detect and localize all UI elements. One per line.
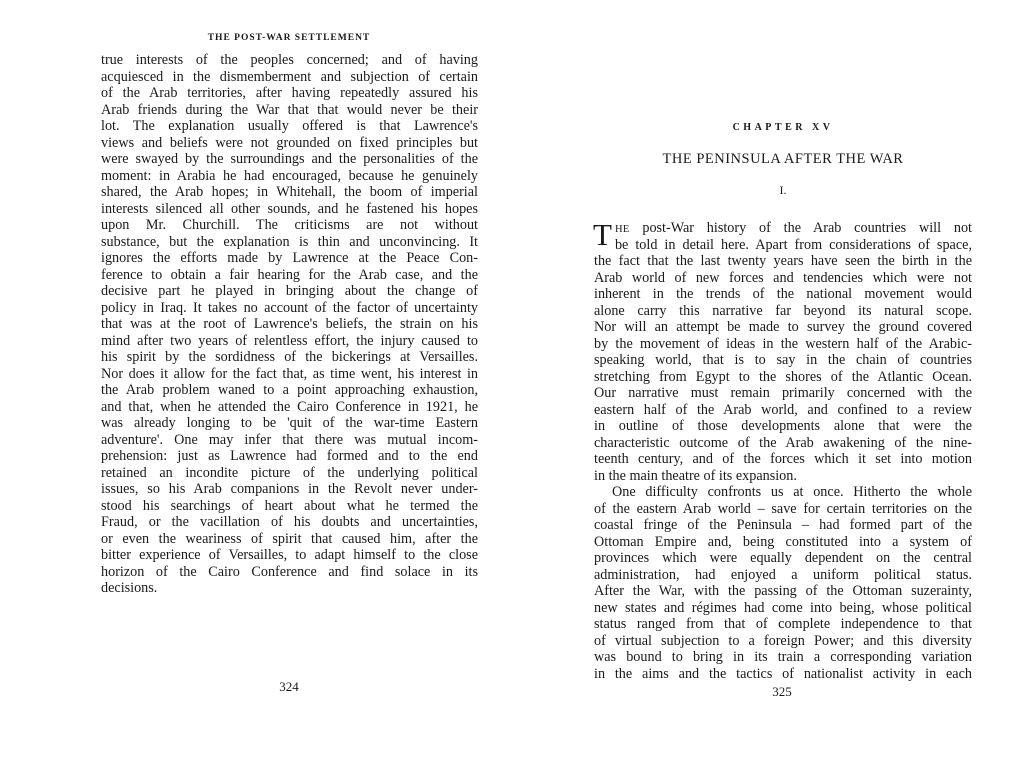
text-line: the fact that the last twenty years have seen the birth in the [594,253,972,269]
text-line: horizon of the Cairo Conference and find solace in its [101,563,478,580]
text-line: that was at the root of Lawrence's beliefs, the strain on his [101,316,478,332]
text-line: the Arab problem waned to a point approaching exhaustion, [101,382,478,398]
text-line: substance, but the explanation is thin and unconvincing. It [101,233,478,250]
text-line: of the Arab territories, after having repeatedly assured his [101,85,478,101]
paragraph-continuation [594,253,972,484]
text-line: Arab world of new forces and tendencies which were not [594,269,972,286]
text-line: issues, so his Arab companions in the Revolt never under- [101,481,478,497]
text-line: be told in detail here. Apart from considerations of space, [614,236,972,253]
text-line: Ottoman Empire and, being constituted into a system of [594,533,972,550]
text-line [594,220,972,237]
text-line: stood his searchings of heart about what he termed the [101,497,478,514]
text-line: interests silenced all other sounds, and he fastened his hopes [101,200,478,217]
running-head: THE POST-WAR SETTLEMENT [207,33,371,43]
text-line: lot. The explanation usually offered is that Lawrence's [101,118,478,134]
right-page-body [593,217,972,682]
text-line: true interests of the peoples concerned; and of having [101,52,478,68]
text-line: characteristic outcome of the Arab awakening of the nine- [594,434,972,451]
text-line: Our narrative must remain primarily concerned with the [594,385,972,401]
text-line: acquiesced in the dismemberment and subjection of certain [101,68,478,85]
text-line: in the main theatre of its expansion. [594,467,797,484]
text-line: were swayed by the surroundings and the personalities of the [101,151,478,167]
text-line: administration, had enjoyed a uniform political status. [594,566,972,583]
text-line: ference to obtain a fair hearing for the Arab case, and the [101,266,478,283]
text-line: and that, when he attended the Cairo Conference in 1921, he [101,398,478,415]
page-number-left: 324 [279,679,299,694]
second-paragraph [594,484,972,682]
text-line: in outline of those developments alone that were the [594,418,972,434]
text-line: Fraud, or the vacillation of his doubts and uncertainties, [101,514,478,530]
right-page [515,0,1030,766]
text-line: of virtual subjection to a foreign Power; and this diversity [594,632,972,649]
text-line: ignores the efforts made by Lawrence at the Peace Con- [101,250,478,266]
section-number: I. [779,183,787,197]
text-line: bitter experience of Versailles, to adapt himself to the close [101,547,478,563]
text-line: shared, the Arab hopes; in Whitehall, the boom of imperial [101,184,478,200]
text-line: prehension: just as Lawrence had formed and to the end [101,448,478,464]
text-line: provinces which were equally dependent on the central [594,550,972,566]
text-line: by the movement of ideas in the western half of the Arabic- [594,335,972,352]
page-number-right: 325 [772,684,792,699]
text-line: moment: in Arabia he had encouraged, because he genuinely [101,167,478,184]
chapter-label: CHAPTER XV [732,122,834,133]
text-line: eastern half of the Arab world, and confined to a review [594,401,972,418]
drop-cap: T [593,217,612,252]
text-line: adventure'. One may infer that there was mutual incom- [101,431,478,448]
text-line: in the aims and the tactics of nationalist activity in each [594,665,972,682]
opening-paragraph [593,217,972,484]
text-line: Nor will an attempt be made to survey the ground covered [594,319,972,335]
text-line: speaking world, that is to say in the chain of countries [594,352,972,368]
text-line: policy in Iraq. It takes no account of the factor of uncertainty [101,299,478,316]
chapter-title: THE PENINSULA AFTER THE WAR [662,151,904,167]
text-line: retained an incondite picture of the underlying political [101,464,478,481]
text-line: new states and régimes had come into being, whose political [594,599,972,616]
text-line: inherent in the trends of the national movement would [594,286,972,302]
text-line: was bound to bring in its train a corresponding variation [594,649,972,665]
text-line: Nor does it allow for the fact that, as time went, his interest in [101,365,478,382]
text-line: views and beliefs were not grounded on fixed principles but [101,134,478,151]
smallcaps-word: HE [614,224,630,235]
text-line: status ranged from that of complete independence to that [594,616,972,632]
text-line: of the eastern Arab world – save for certain territories on the [594,500,972,517]
text-line: upon Mr. Churchill. The criticisms are not without [101,217,478,233]
text-line: mind after two years of relentless effort, the injury caused to [101,332,478,349]
text-line: After the War, with the passing of the Ottoman suzerainty, [594,583,972,599]
text-line: stretching from Egypt to the shores of the Atlantic Ocean. [594,368,972,385]
text-line: was already longing to be 'quit of the war-time Eastern [101,415,478,431]
text-line: One difficulty confronts us at once. Hitherto the whole [612,484,972,500]
text-line: his spirit by the sordidness of the bickerings at Versailles. [101,349,478,365]
text-line: or even the weariness of spirit that caused him, after the [101,530,478,547]
text-line: Arab friends during the War that that would never be their [101,101,478,118]
left-page-body [101,52,478,597]
text-line: decisive part he played in bringing about the change of [101,283,478,299]
text-line: coastal fringe of the Peninsula – had formed part of the [594,517,972,533]
text-fragment: post-War history of the Arab countries will not [629,220,972,236]
text-line: decisions. [101,580,158,596]
text-line: teenth century, and of the forces which it set into motion [594,451,972,467]
text-line: alone carry this narrative far beyond its natural scope. [594,302,972,319]
